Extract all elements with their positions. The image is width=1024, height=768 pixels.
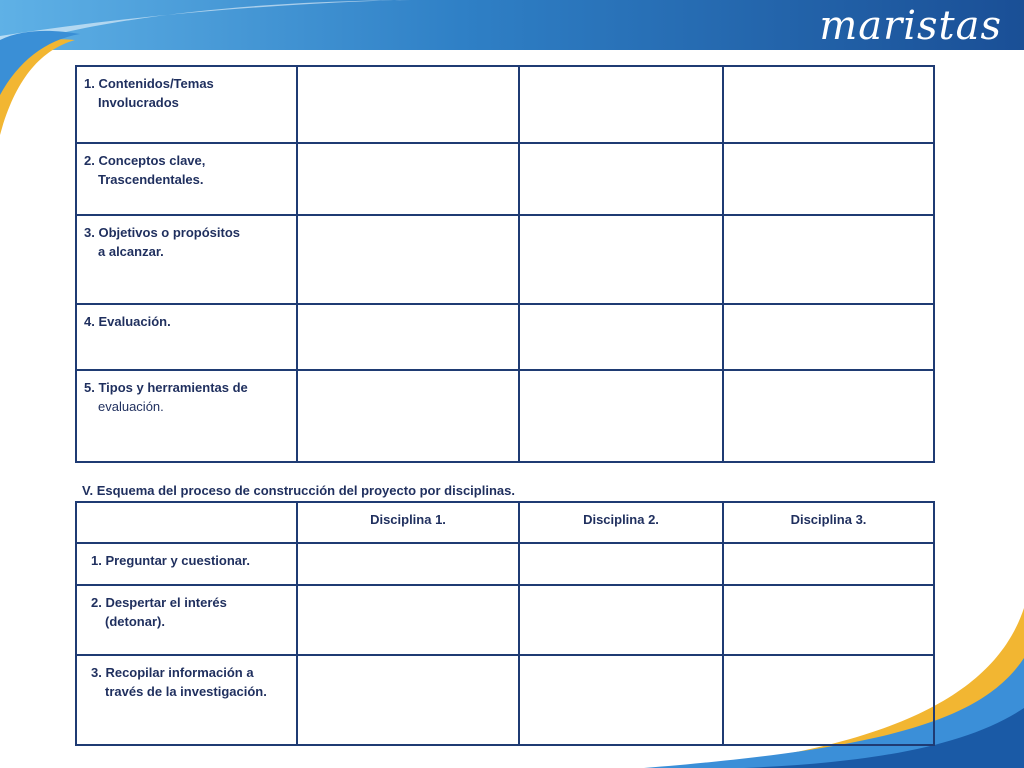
table-cell[interactable] bbox=[519, 143, 723, 215]
table-cell[interactable] bbox=[519, 66, 723, 143]
table-cell[interactable] bbox=[297, 655, 519, 745]
table-cell[interactable] bbox=[297, 370, 519, 462]
row-label: 4. Evaluación. bbox=[84, 314, 171, 329]
table-row bbox=[76, 143, 934, 215]
table-cell[interactable] bbox=[519, 215, 723, 304]
table-row bbox=[76, 655, 934, 745]
column-header: Disciplina 3. bbox=[790, 512, 867, 527]
table-row bbox=[76, 66, 934, 143]
header-cell-empty bbox=[76, 502, 297, 543]
table-cell[interactable] bbox=[723, 66, 934, 143]
row-label: 2. Conceptos clave, Trascendentales. bbox=[84, 153, 206, 187]
row-label: 3. Recopilar información a través de la investigación. bbox=[91, 665, 267, 699]
table-row bbox=[76, 543, 934, 585]
row-label: 1. Preguntar y cuestionar. bbox=[91, 553, 250, 568]
table-cell[interactable] bbox=[723, 585, 934, 655]
table-cell[interactable] bbox=[297, 143, 519, 215]
table-row bbox=[76, 370, 934, 462]
table-cell[interactable] bbox=[519, 304, 723, 370]
maristas-logo: maristas bbox=[819, 3, 1002, 49]
table-cell[interactable] bbox=[519, 543, 723, 585]
table-cell[interactable] bbox=[519, 655, 723, 745]
table-header-row bbox=[76, 502, 934, 543]
table-cell[interactable] bbox=[723, 304, 934, 370]
row-label: 5. Tipos y herramientas de evaluación. bbox=[84, 380, 248, 414]
table-cell[interactable] bbox=[519, 370, 723, 462]
table-cell[interactable] bbox=[723, 143, 934, 215]
table-cell[interactable] bbox=[297, 304, 519, 370]
table-cell[interactable] bbox=[723, 370, 934, 462]
table-cell[interactable] bbox=[297, 585, 519, 655]
row-label: 3. Objetivos o propósitos a alcanzar. bbox=[84, 225, 241, 259]
table-cell[interactable] bbox=[297, 543, 519, 585]
table-row bbox=[76, 215, 934, 304]
left-swoosh-decoration bbox=[0, 0, 80, 160]
table-row bbox=[76, 585, 934, 655]
table-cell[interactable] bbox=[519, 585, 723, 655]
row-label: 1. Contenidos/Temas Involucrados bbox=[84, 76, 214, 110]
column-header: Disciplina 2. bbox=[583, 512, 659, 527]
row-label: 2. Despertar el interés (detonar). bbox=[91, 595, 227, 629]
table-cell[interactable] bbox=[723, 215, 934, 304]
table-cell[interactable] bbox=[297, 66, 519, 143]
column-header: Disciplina 1. bbox=[370, 512, 446, 527]
planning-table bbox=[75, 65, 935, 463]
table-cell[interactable] bbox=[723, 655, 934, 745]
section-title: V. Esquema del proceso de construcción del proyecto por disciplinas. bbox=[82, 483, 515, 498]
table-row bbox=[76, 304, 934, 370]
table-cell[interactable] bbox=[723, 543, 934, 585]
table-cell[interactable] bbox=[297, 215, 519, 304]
disciplines-table bbox=[75, 501, 935, 746]
